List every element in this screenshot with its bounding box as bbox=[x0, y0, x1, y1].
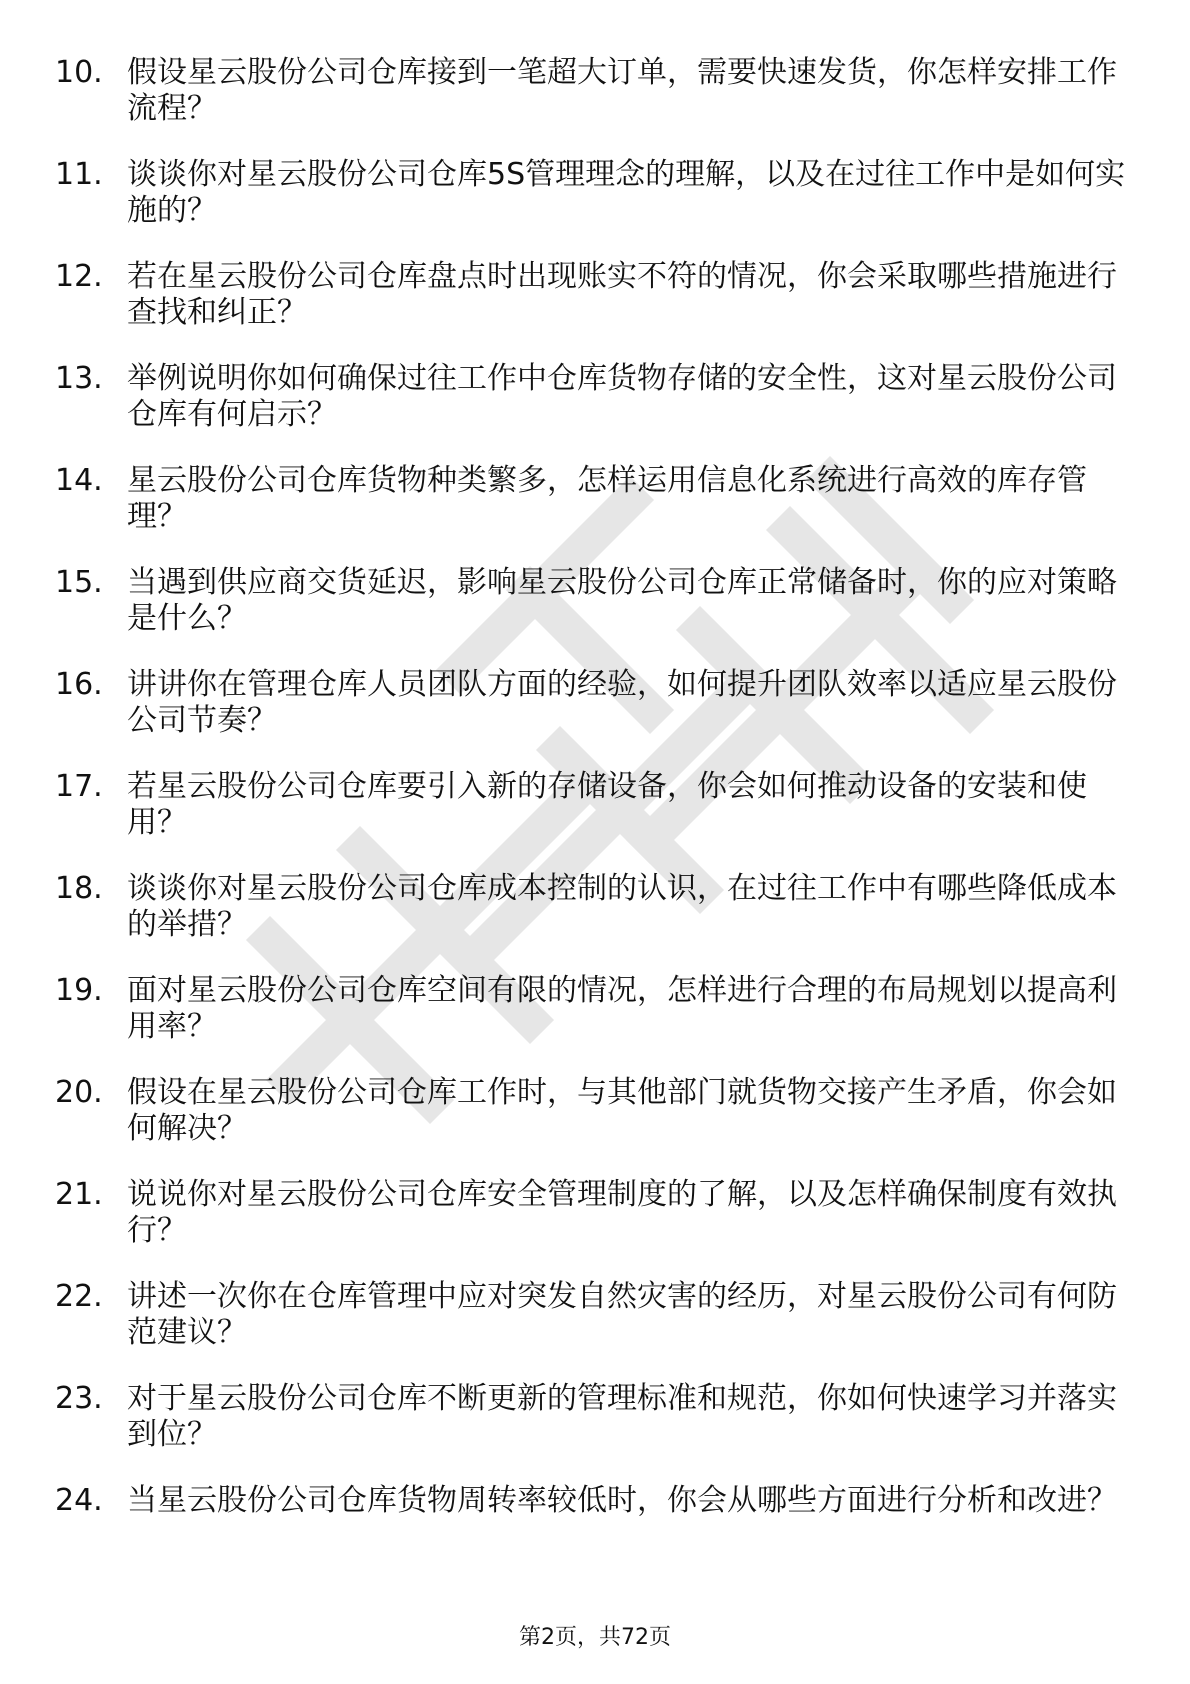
question-text: 讲述一次你在仓库管理中应对突发自然灾害的经历，对星云股份公司有何防范建议？ bbox=[127, 1279, 1117, 1350]
question-number: 19. bbox=[55, 973, 103, 1008]
list-item bbox=[0, 1483, 1190, 1585]
question-number: 22. bbox=[55, 1279, 103, 1314]
question-number: 21. bbox=[55, 1177, 103, 1212]
question-text: 谈谈你对星云股份公司仓库5S管理理念的理解，以及在过往工作中是如何实施的？ bbox=[127, 157, 1126, 228]
list-item bbox=[0, 769, 1190, 871]
question-text: 当星云股份公司仓库货物周转率较低时，你会从哪些方面进行分析和改进？ bbox=[127, 1483, 1117, 1518]
question-text: 对于星云股份公司仓库不断更新的管理标准和规范，你如何快速学习并落实到位？ bbox=[127, 1381, 1117, 1452]
question-number: 12. bbox=[55, 259, 103, 294]
list-item bbox=[0, 259, 1190, 361]
question-text: 若在星云股份公司仓库盘点时出现账实不符的情况，你会采取哪些措施进行查找和纠正？ bbox=[127, 259, 1117, 330]
question-number: 18. bbox=[55, 871, 103, 906]
question-text: 讲讲你在管理仓库人员团队方面的经验，如何提升团队效率以适应星云股份公司节奏？ bbox=[127, 667, 1117, 738]
question-number: 17. bbox=[55, 769, 103, 804]
list-item bbox=[0, 667, 1190, 769]
question-number: 23. bbox=[55, 1381, 103, 1416]
question-number: 16. bbox=[55, 667, 103, 702]
question-text: 说说你对星云股份公司仓库安全管理制度的了解，以及怎样确保制度有效执行？ bbox=[127, 1177, 1117, 1248]
question-number: 15. bbox=[55, 565, 103, 600]
question-text: 若星云股份公司仓库要引入新的存储设备，你会如何推动设备的安装和使用？ bbox=[127, 769, 1087, 840]
question-text: 谈谈你对星云股份公司仓库成本控制的认识，在过往工作中有哪些降低成本的举措？ bbox=[127, 871, 1117, 942]
question-text: 面对星云股份公司仓库空间有限的情况，怎样进行合理的布局规划以提高利用率？ bbox=[127, 973, 1117, 1044]
question-text: 假设星云股份公司仓库接到一笔超大订单，需要快速发货，你怎样安排工作流程？ bbox=[127, 55, 1117, 126]
question-text: 假设在星云股份公司仓库工作时，与其他部门就货物交接产生矛盾，你会如何解决？ bbox=[127, 1075, 1117, 1146]
question-text: 举例说明你如何确保过往工作中仓库货物存储的安全性，这对星云股份公司仓库有何启示？ bbox=[127, 361, 1117, 432]
list-item bbox=[0, 973, 1190, 1075]
question-number: 20. bbox=[55, 1075, 103, 1110]
list-item bbox=[0, 1279, 1190, 1381]
question-number: 24. bbox=[55, 1483, 103, 1518]
page-number-footer: 第2页，共72页 bbox=[519, 1625, 671, 1650]
question-number: 13. bbox=[55, 361, 103, 396]
question-list bbox=[0, 55, 1190, 1585]
list-item bbox=[0, 871, 1190, 973]
list-item bbox=[0, 157, 1190, 259]
question-text: 当遇到供应商交货延迟，影响星云股份公司仓库正常储备时，你的应对策略是什么？ bbox=[127, 565, 1117, 636]
question-number: 14. bbox=[55, 463, 103, 498]
list-item bbox=[0, 1177, 1190, 1279]
list-item bbox=[0, 361, 1190, 463]
question-number: 11. bbox=[55, 157, 103, 192]
list-item bbox=[0, 55, 1190, 157]
list-item bbox=[0, 1075, 1190, 1177]
question-text: 星云股份公司仓库货物种类繁多，怎样运用信息化系统进行高效的库存管理？ bbox=[127, 463, 1087, 534]
list-item bbox=[0, 463, 1190, 565]
question-number: 10. bbox=[55, 55, 103, 90]
list-item bbox=[0, 1381, 1190, 1483]
list-item bbox=[0, 565, 1190, 667]
